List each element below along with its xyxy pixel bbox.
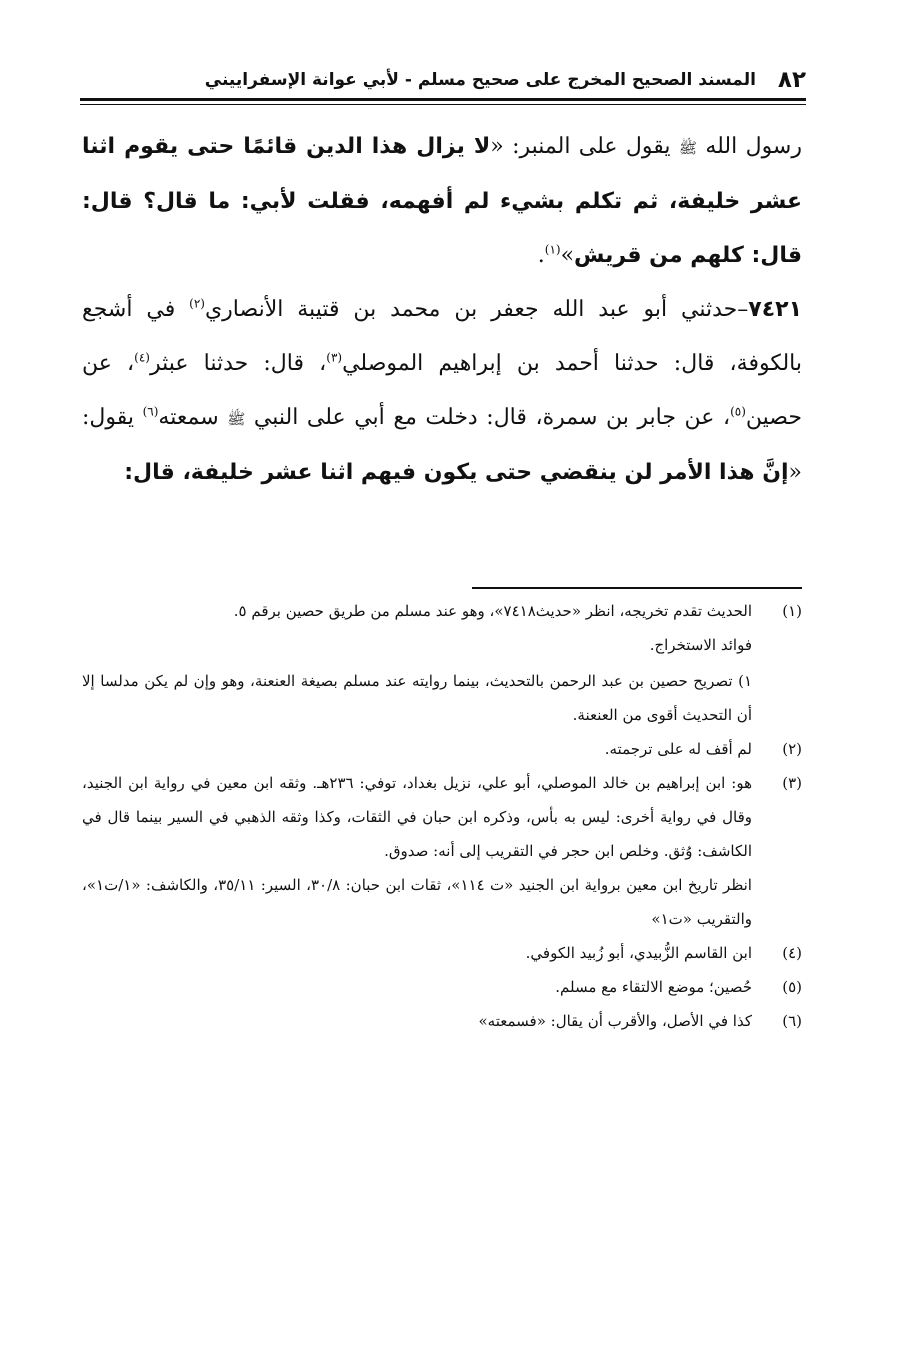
footnote-number: (٤) [782, 944, 802, 962]
text-span: يقول: « [82, 405, 802, 485]
main-text [82, 120, 802, 500]
footnote-text: ابن القاسم الزُّبيدي، أبو زُبيد الكوفي. [525, 944, 752, 962]
footnote-4 [82, 936, 802, 970]
hadith-number: ٧٤٢١ [748, 297, 802, 322]
footnotes [82, 594, 802, 1038]
footnote-6 [82, 1004, 802, 1038]
text-span: رسول الله [696, 134, 802, 159]
page-number: ٨٢ [777, 67, 806, 93]
footnote-separator [472, 587, 802, 589]
footnote-number: (٣) [782, 774, 802, 792]
paragraph-hadith-7421 [82, 283, 802, 500]
footnote-5 [82, 970, 802, 1004]
footnote-text: حُصين؛ موضع الالتقاء مع مسلم. [555, 978, 752, 996]
text-span: في أشجع بالكوفة، قال: حدثنا أحمد بن إبراهيم الموصلي [82, 297, 803, 376]
footnote-ref-5: (٥) [730, 404, 746, 419]
footnote-text: هو: ابن إبراهيم بن خالد الموصلي، أبو علي، نزيل بغداد، توفي: ٢٣٦هـ. وثقه ابن معين في رواية ابن الجنيد، وقال في رواية أخرى: ليس به بأس، وذكره ابن حبان في الثقات، وكذا وثقه الذهبي في السير بينما قال في الكاشف: وُثق. وخلص ابن حجر في التقريب إلى أنه: صدوق. [82, 774, 752, 860]
footnote-ref-1: (١) [544, 242, 561, 257]
text-span: ، عن جابر بن سمرة، قال: دخلت مع أبي على النبي [245, 405, 731, 430]
page-header [72, 58, 806, 98]
salawat-glyph: ﷺ [227, 410, 246, 428]
footnote-number: (١) [782, 602, 802, 620]
footnote-3-references: انظر تاريخ ابن معين برواية ابن الجنيد «ت ١١٤»، ثقات ابن حبان: ٣٠/٨، السير: ٣٥/١١، والكاشف: «١/ت١»، والتقريب «ت١» [82, 876, 752, 928]
hadith-quote: لا يزال هذا الدين قائمًا حتى يقوم اثنا عشر خليفة، ثم تكلم بشيء لم أفهمه، فقلت لأبي: ما قال؟ قال: قال: كلهم من قريش [82, 134, 802, 268]
footnote-text: كذا في الأصل، والأقرب أن يقال: «فسمعته» [478, 1012, 752, 1030]
footnote-2 [82, 732, 802, 766]
footnote-ref-3: (٣) [326, 350, 343, 365]
paragraph-hadith-continuation [82, 120, 802, 283]
footnote-number: (٥) [782, 978, 802, 996]
running-title: المسند الصحيح المخرج على صحيح مسلم - لأبي عوانة الإسفراييني [204, 70, 756, 90]
footnote-3 [82, 766, 802, 868]
text-span: . [537, 243, 545, 268]
text-span: سمعته [158, 405, 228, 430]
text-span: –حدثني أبو عبد الله جعفر بن محمد بن قتيبة الأنصاري [204, 297, 749, 322]
footnote-text: الحديث تقدم تخريجه، انظر «حديث٧٤١٨»، وهو عند مسلم من طريق حصين برقم ٥. [233, 602, 752, 620]
footnote-number: (٦) [782, 1012, 802, 1030]
footnote-ref-6: (٦) [142, 404, 159, 419]
text-span: ، قال: حدثنا عبثر [149, 351, 327, 376]
header-rule [80, 98, 806, 105]
quote-close: » [560, 243, 575, 268]
footnote-number: (٢) [782, 740, 802, 758]
hadith-quote: إنَّ هذا الأمر لن ينقضي حتى يكون فيهم اثنا عشر خليفة، قال: [124, 460, 789, 485]
footnote-1-benefit: ١) تصريح حصين بن عبد الرحمن بالتحديث، بينما روايته عند مسلم بصيغة العنعنة، وهو وإن لم يكن مدلسا إلا أن التحديث أقوى من العنعنة. [82, 672, 752, 724]
footnote-ref-4: (٤) [134, 350, 150, 365]
footnote-ref-2: (٢) [189, 296, 205, 311]
salawat-glyph: ﷺ [678, 139, 697, 157]
footnote-1-heading: فوائد الاستخراج. [649, 636, 752, 654]
text-span: يقول على المنبر: « [490, 134, 679, 159]
text-span: ، عن حصين [82, 351, 802, 430]
footnote-text: لم أقف له على ترجمته. [604, 740, 752, 758]
footnote-1 [82, 594, 802, 628]
